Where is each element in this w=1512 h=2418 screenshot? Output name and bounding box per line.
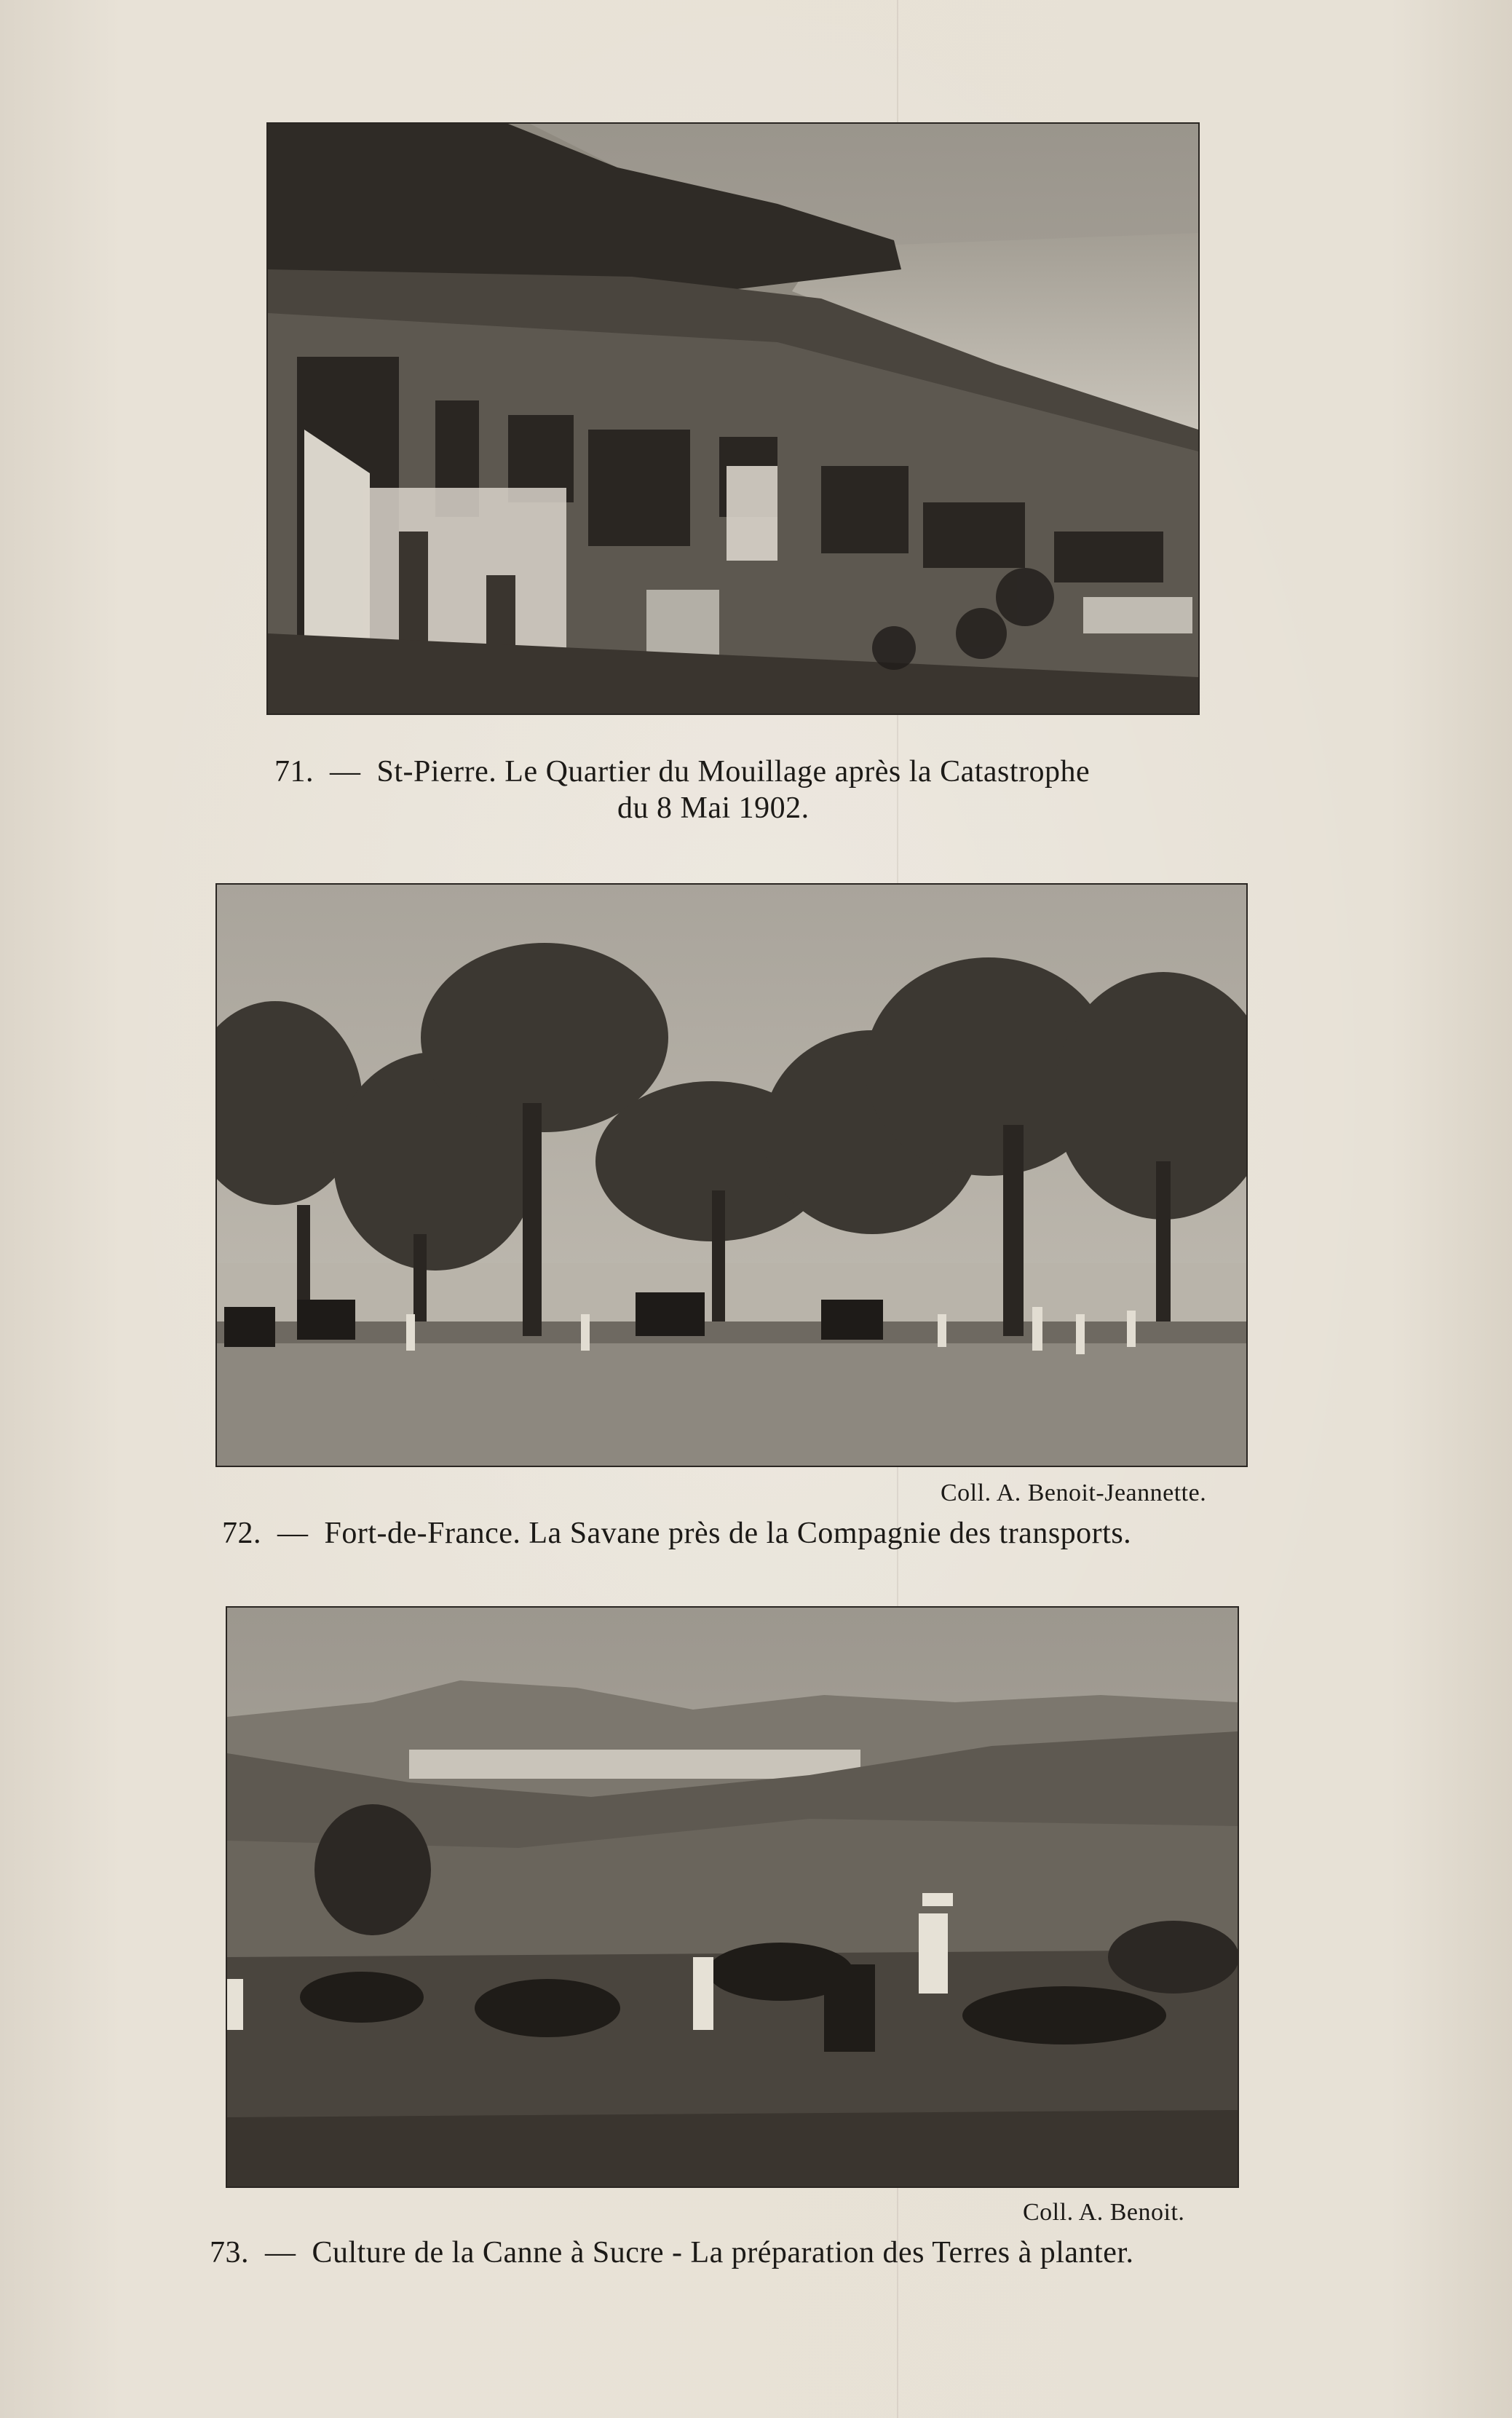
caption-71-line1 xyxy=(274,754,1090,789)
caption-text: Fort-de-France. La Savane près de la Compagnie des transports. xyxy=(324,1517,1132,1550)
photo-sugar-cane-field xyxy=(227,1608,1238,2186)
caption-text: du 8 Mai 1902. xyxy=(617,791,810,825)
caption-dash: — xyxy=(330,755,361,789)
caption-text: St-Pierre. Le Quartier du Mouillage après la Catastrophe xyxy=(376,755,1091,789)
photo-st-pierre-ruins xyxy=(268,124,1198,714)
plate-number: 73. xyxy=(210,2236,249,2269)
plate-number: 71. xyxy=(274,755,314,789)
caption-71-line2 xyxy=(617,791,810,826)
photo-fort-de-france-savane xyxy=(217,885,1246,1466)
photo-credit-72: Coll. A. Benoit-Jeannette. xyxy=(941,1479,1207,1506)
caption-73 xyxy=(210,2235,1134,2270)
caption-text: Culture de la Canne à Sucre - La préparation des Terres à planter. xyxy=(312,2236,1134,2269)
caption-72 xyxy=(222,1516,1131,1551)
caption-dash: — xyxy=(277,1517,309,1550)
photo-credit-73: Coll. A. Benoit. xyxy=(1023,2199,1185,2226)
plate-number: 72. xyxy=(222,1517,261,1550)
caption-dash: — xyxy=(265,2236,296,2269)
